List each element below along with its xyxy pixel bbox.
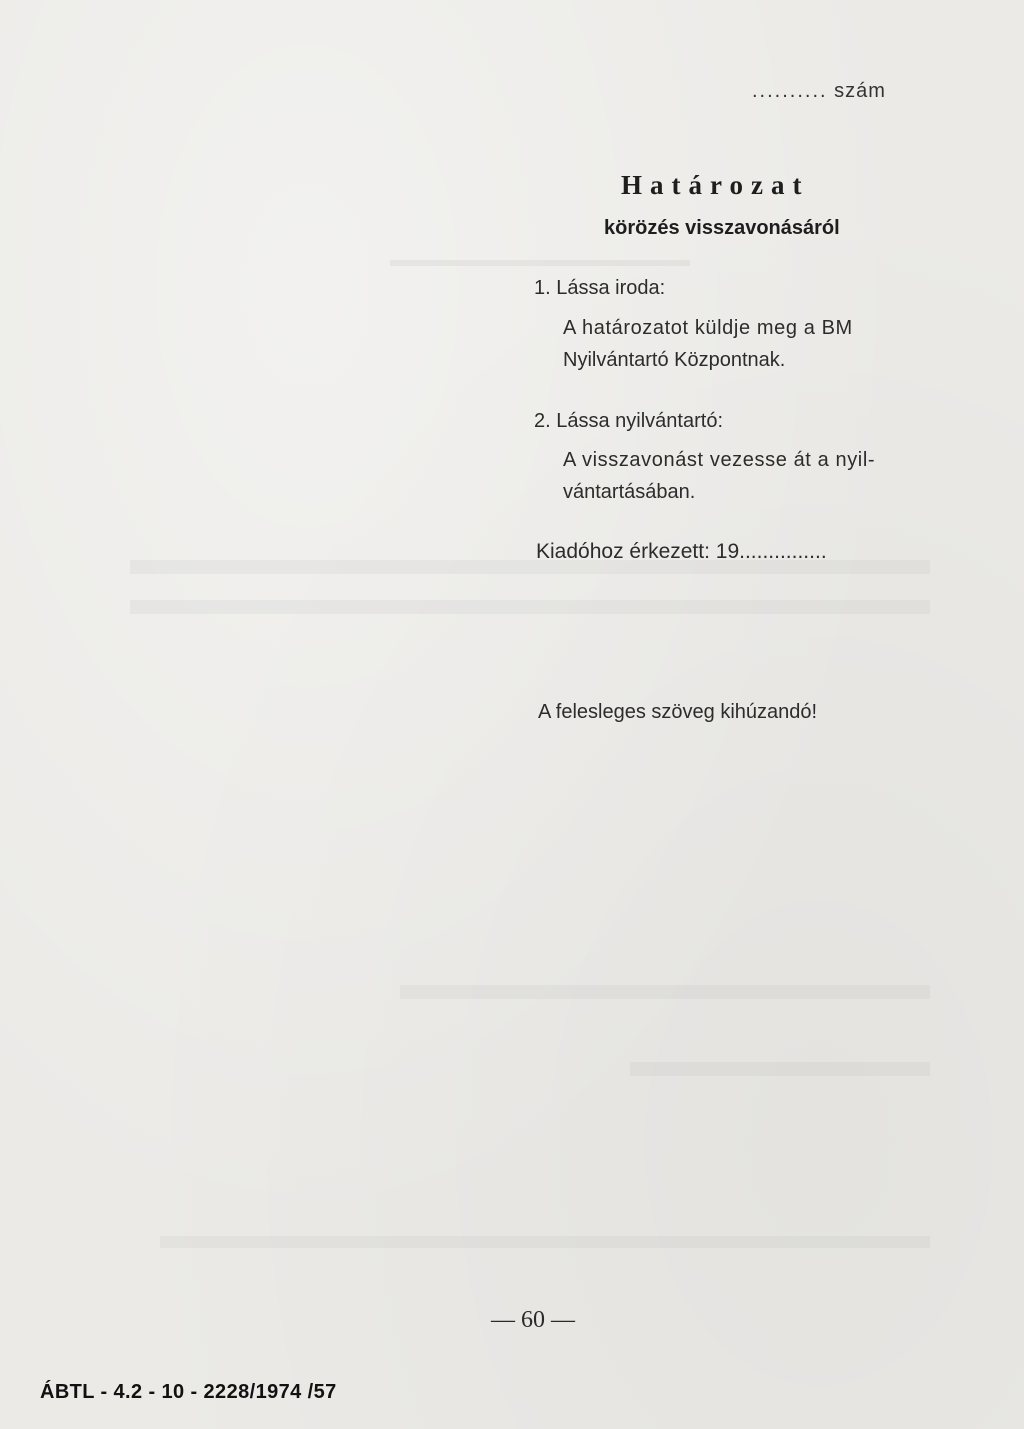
archive-reference: ÁBTL - 4.2 - 10 - 2228/1974 /57 [40,1381,337,1403]
item-2-text-line-1: A visszavonást vezesse át a nyil- [563,449,876,471]
item-1-text-line-1: A határozatot küldje meg a BM [563,317,853,339]
item-1-label: 1. Lássa iroda: [534,277,666,299]
document-subtitle: körözés visszavonásáról [604,217,840,239]
page-number: — 60 — [491,1307,575,1333]
bleed-through-paragraph [400,985,930,1001]
strike-through-note: A felesleges szöveg kihúzandó! [538,701,818,723]
item-1-text-line-2: Nyilvántartó Központnak. [563,349,786,371]
bleed-through-paragraph [630,1062,930,1078]
bleed-through-paragraph [160,1236,930,1250]
item-2-text-line-2: vántartásában. [563,481,696,503]
received-date-line: Kiadóhoz érkezett: 19............... [536,540,827,563]
document-number-line [752,80,886,103]
bleed-through-paragraph [130,600,930,616]
number-label: szám [834,80,886,102]
document-title: Határozat [621,170,810,200]
bleed-through-line [270,85,600,107]
number-dots: .......... [752,80,828,102]
item-2-label: 2. Lássa nyilvántartó: [534,410,723,432]
